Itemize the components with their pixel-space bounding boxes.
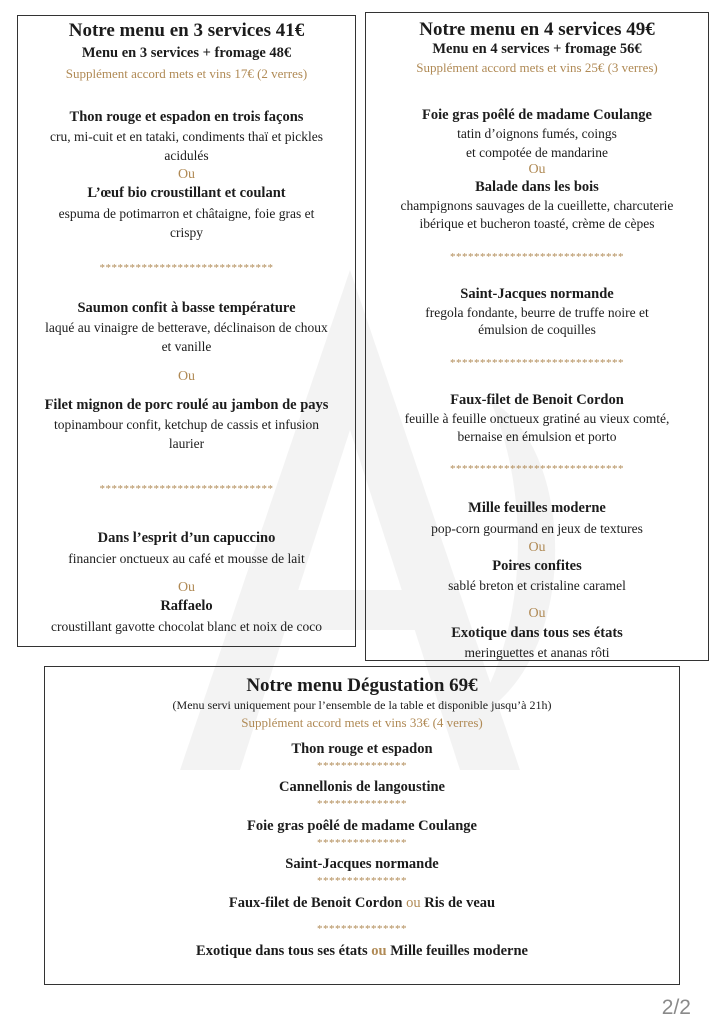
menu4-course3-desc-1: feuille à feuille onctueux gratiné au vieux comté, <box>404 411 670 426</box>
menu4-course3-title: Faux-filet de Benoit Cordon <box>450 392 624 408</box>
menu3-main-a-desc-2: et vanille <box>161 339 212 354</box>
menu4-separator-2: ***************************** <box>450 357 624 369</box>
menu3-subtitle: Menu en 3 services + fromage 48€ <box>81 45 292 61</box>
menu4-ou-2: Ou <box>528 540 546 555</box>
tasting-dish-5 <box>45 894 679 913</box>
menu-degustation-card <box>44 666 680 985</box>
tasting-dish-5b: Ris de veau <box>424 895 496 911</box>
menu3-starter-b-desc-1: espuma de potimarron et châtaigne, foie gras et <box>58 206 315 221</box>
menu4-course2-desc-2: émulsion de coquilles <box>478 322 596 337</box>
menu4-course1b-desc-1: champignons sauvages de la cueillette, charcuterie <box>400 198 674 213</box>
menu-3-services-card <box>17 15 356 647</box>
tasting-dish-4: Saint-Jacques normande <box>285 856 439 872</box>
menu3-main-a-desc-1: laqué au vinaigre de betterave, déclinaison de choux <box>45 320 328 335</box>
menu3-starter-a-desc-1: cru, mi-cuit et en tataki, condiments thaï et pickles <box>50 129 323 144</box>
tasting-dish-1: Thon rouge et espadon <box>291 741 433 757</box>
menu3-ou-1: Ou <box>177 167 196 182</box>
menu3-dessert-a-desc: financier onctueux au café et mousse de lait <box>68 551 305 566</box>
tasting-dish-2: Cannellonis de langoustine <box>279 779 445 795</box>
menu3-starter-a-title: Thon rouge et espadon en trois façons <box>69 109 304 125</box>
menu4-course1a-title: Foie gras poêlé de madame Coulange <box>422 107 652 123</box>
menu4-course1b-desc-2: ibérique et bucheron toasté, crème de cèpes <box>419 216 655 231</box>
tasting-dish-6b: Mille feuilles moderne <box>390 943 528 959</box>
menu4-course4b-desc: sablé breton et cristaline caramel <box>448 578 626 593</box>
menu3-ou-2: Ou <box>177 369 196 384</box>
tasting-dish-6 <box>45 942 679 961</box>
menu4-course2-title: Saint-Jacques normande <box>460 286 614 302</box>
tasting-separator-3: *************** <box>317 837 407 849</box>
menu4-title: Notre menu en 4 services 49€ <box>419 19 655 40</box>
menu-4-services-card <box>365 12 709 661</box>
menu4-separator-1: ***************************** <box>450 251 624 263</box>
menu4-course4a-title: Mille feuilles moderne <box>468 500 606 516</box>
menu4-course4b-title: Poires confites <box>492 558 582 574</box>
menu3-main-b-title: Filet mignon de porc roulé au jambon de pays <box>44 397 329 413</box>
menu4-course4c-desc: meringuettes et ananas rôti <box>464 645 610 660</box>
tasting-dish-3: Foie gras poêlé de madame Coulange <box>247 818 477 834</box>
menu4-ou-3: Ou <box>528 606 546 621</box>
menu3-supplement: Supplément accord mets et vins 17€ (2 verres) <box>65 66 308 81</box>
tasting-dish-6a: Exotique dans tous ses états <box>196 943 368 959</box>
menu3-title: Notre menu en 3 services 41€ <box>68 20 305 41</box>
tasting-separator-1: *************** <box>317 760 407 772</box>
menu4-course1a-desc-2: et compotée de mandarine <box>465 145 609 160</box>
menu4-course1a-desc-1: tatin d’oignons fumés, coings <box>457 126 617 141</box>
tasting-dish-5a: Faux-filet de Benoit Cordon <box>228 895 403 911</box>
tasting-ou-1: ou <box>406 895 421 911</box>
menu3-dessert-a-title: Dans l’esprit d’un capuccino <box>97 530 276 546</box>
tasting-ou-2: ou <box>371 943 387 959</box>
menu3-separator-1: ***************************** <box>99 262 274 274</box>
menu3-main-a-title: Saumon confit à basse température <box>77 300 296 316</box>
tasting-separator-2: *************** <box>317 798 407 810</box>
menu4-course2-desc-1: fregola fondante, beurre de truffe noire et <box>425 305 649 320</box>
tasting-note: (Menu servi uniquement pour l’ensemble de la table et disponible jusqu’à 21h) <box>172 698 552 712</box>
menu3-starter-b-title: L’œuf bio croustillant et coulant <box>87 185 286 201</box>
menu4-course1b-title: Balade dans les bois <box>475 179 599 195</box>
menu3-main-b-desc-1: topinambour confit, ketchup de cassis et infusion <box>53 417 320 432</box>
menu3-dessert-b-desc: croustillant gavotte chocolat blanc et noix de coco <box>50 619 323 634</box>
menu3-dessert-b-title: Raffaelo <box>160 598 213 614</box>
menu4-separator-3: ***************************** <box>450 463 624 475</box>
tasting-separator-4: *************** <box>317 875 407 887</box>
menu4-course3-desc-2: bernaise en émulsion et porto <box>457 429 617 444</box>
menu4-subtitle: Menu en 4 services + fromage 56€ <box>432 41 642 57</box>
tasting-supplement: Supplément accord mets et vins 33€ (4 verres) <box>241 715 483 730</box>
menu3-main-b-desc-2: laurier <box>168 436 205 451</box>
menu3-separator-2: ***************************** <box>99 483 274 495</box>
menu4-course4a-desc: pop-corn gourmand en jeux de textures <box>431 521 643 536</box>
menu4-supplement: Supplément accord mets et vins 25€ (3 verres) <box>416 60 658 75</box>
tasting-title: Notre menu Dégustation 69€ <box>246 675 478 696</box>
tasting-separator-5: *************** <box>317 923 407 935</box>
menu3-starter-a-desc-2: acidulés <box>164 148 209 163</box>
menu4-course4c-title: Exotique dans tous ses états <box>451 625 623 641</box>
page-indicator: 2/2 <box>661 996 691 1019</box>
menu3-starter-b-desc-2: crispy <box>170 225 203 240</box>
menu4-ou-1: Ou <box>528 162 546 177</box>
menu3-ou-3: Ou <box>177 580 196 595</box>
